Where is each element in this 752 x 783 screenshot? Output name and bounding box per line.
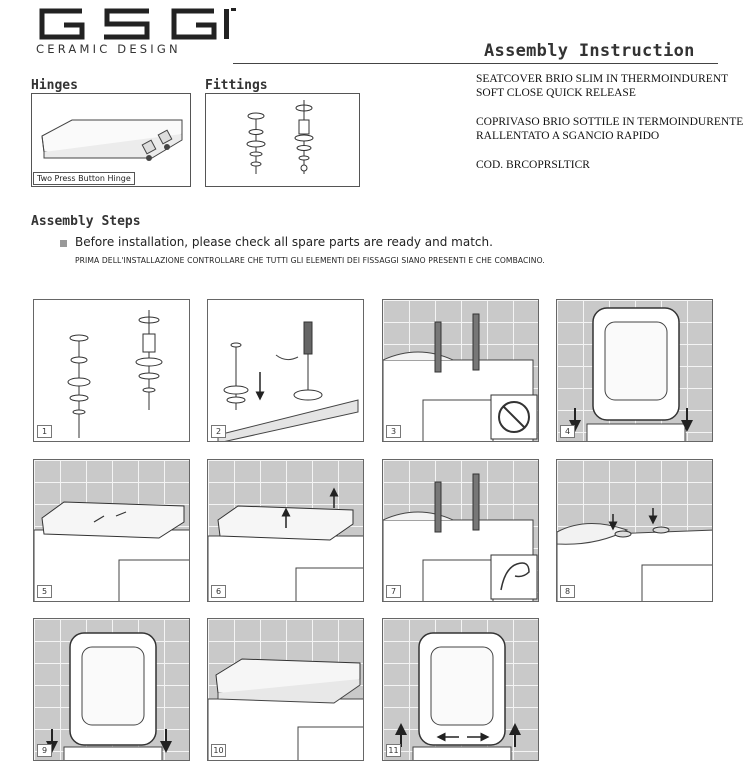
product-it-line1: COPRIVASO BRIO SOTTILE IN TERMOINDURENTE [476, 116, 744, 128]
tighten-bolts-drawing [383, 460, 539, 602]
note-en: Before installation, please check all spare parts are ready and match. [75, 235, 493, 249]
step-number: 7 [386, 585, 401, 598]
seat-on-toilet-drawing [34, 460, 190, 602]
step-panel [33, 459, 190, 602]
hinge-caption: Two Press Button Hinge [33, 172, 135, 185]
step-panel [207, 299, 364, 442]
step-panel [382, 618, 539, 761]
logo-tagline: CERAMIC DESIGN [36, 42, 181, 56]
hinges-heading: Hinges [31, 78, 78, 93]
step-panel [556, 459, 713, 602]
step-number: 9 [37, 744, 52, 757]
step-number: 2 [211, 425, 226, 438]
product-description-en [476, 73, 728, 100]
page-title: Assembly Instruction [484, 41, 695, 61]
product-description-it [476, 116, 743, 143]
fittings-parts-drawing [34, 300, 190, 442]
step-number: 10 [211, 744, 226, 757]
step-panel [207, 618, 364, 761]
step-number: 8 [560, 585, 575, 598]
fittings-illustration [205, 93, 360, 187]
product-it-line2: RALLENTATO A SGANCIO RAPIDO [476, 129, 660, 142]
pre-assembly-drawing [208, 300, 364, 442]
step-panel [207, 459, 364, 602]
product-code: COD. BRCOPRSLTICR [476, 159, 590, 171]
product-en-line2: SOFT CLOSE QUICK RELEASE [476, 86, 636, 99]
step-panel [382, 299, 539, 442]
title-divider [233, 63, 718, 64]
bullet-icon [60, 240, 67, 247]
note-it: PRIMA DELL'INSTALLAZIONE CONTROLLARE CHE TUTTI GLI ELEMENTI DEI FISSAGGI SIANO PRESENTI E CHE COMBACINO. [75, 256, 545, 265]
step-number: 6 [211, 585, 226, 598]
fittings-heading: Fittings [205, 78, 268, 93]
bolts-on-toilet-drawing [383, 300, 539, 442]
step-number: 5 [37, 585, 52, 598]
step-panel [556, 299, 713, 442]
step-panel [33, 299, 190, 442]
fittings-exploded-drawing [206, 94, 360, 187]
release-seat-drawing [208, 460, 364, 602]
logo-graphic [34, 6, 244, 42]
finished-seat-drawing [208, 619, 364, 761]
step-panel [33, 618, 190, 761]
lower-seat-drawing [34, 619, 190, 761]
step-number: 11 [386, 744, 401, 757]
fit-hinges-drawing [557, 460, 713, 602]
step-number: 1 [37, 425, 52, 438]
product-en-line1: SEATCOVER BRIO SLIM IN THERMOINDURENT [476, 73, 729, 85]
step-number: 4 [560, 425, 575, 438]
step-number: 3 [386, 425, 401, 438]
assembly-heading: Assembly Steps [31, 214, 141, 229]
quick-release-drawing [383, 619, 539, 761]
install-seat-front-drawing [557, 300, 713, 442]
step-panel [382, 459, 539, 602]
